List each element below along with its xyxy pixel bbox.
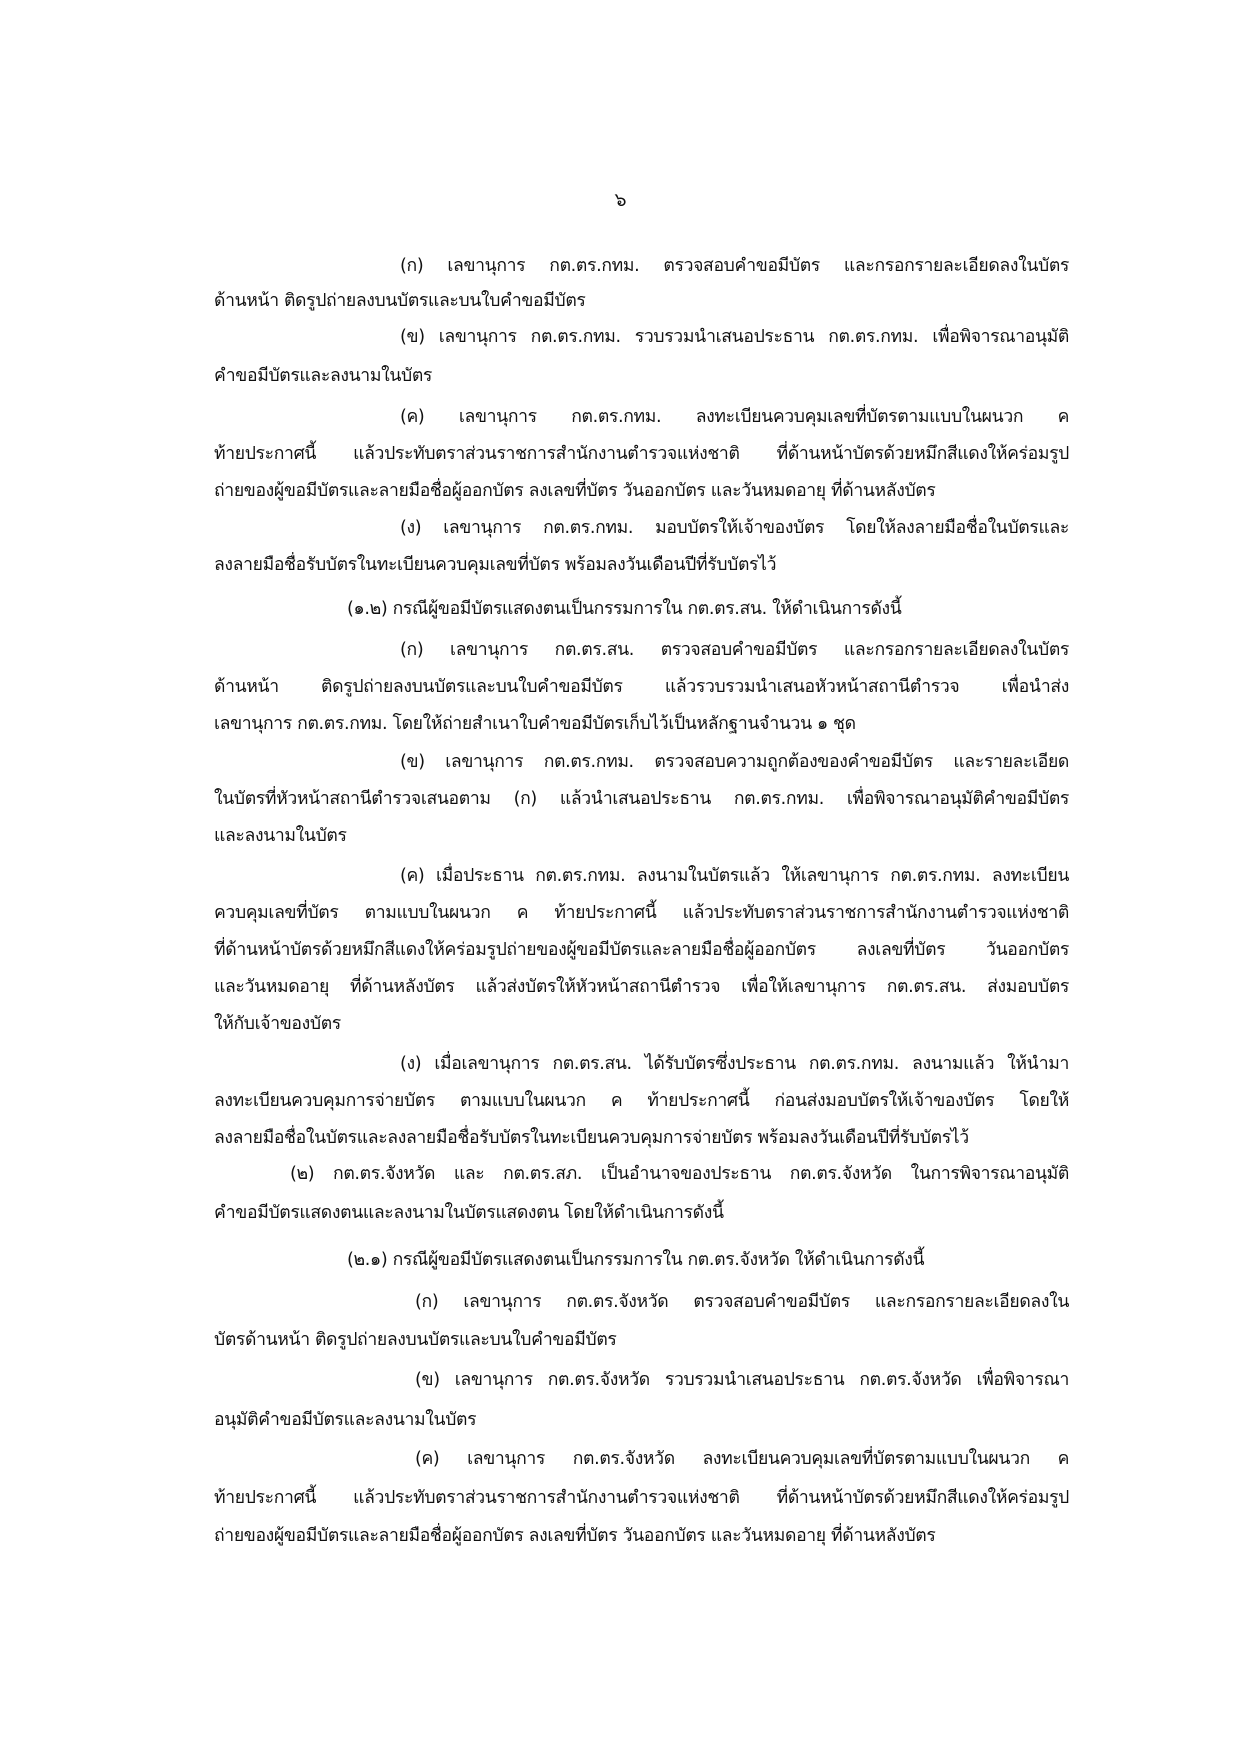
text-line: ท้ายประกาศนี้ แล้วประทับตราส่วนราชการสำนักงานตำรวจแห่งชาติ ที่ด้านหน้าบัตรด้วยหมึกสีแดงให้คร่อมรูป bbox=[214, 444, 1069, 464]
text-line: คำขอมีบัตรและลงนามในบัตร bbox=[214, 366, 432, 386]
text-line: (ก) เลขานุการ กต.ตร.สน. ตรวจสอบคำขอมีบัตร และกรอกรายละเอียดลงในบัตร bbox=[400, 640, 1069, 660]
text-line: (ข) เลขานุการ กต.ตร.กทม. ตรวจสอบความถูกต้องของคำขอมีบัตร และรายละเอียด bbox=[400, 752, 1069, 772]
page-number: ๖ bbox=[614, 189, 627, 211]
text-line: ถ่ายของผู้ขอมีบัตรและลายมือชื่อผู้ออกบัตร ลงเลขที่บัตร วันออกบัตร และวันหมดอายุ ที่ด้านหลังบัตร bbox=[214, 1526, 936, 1546]
text-line: ที่ด้านหน้าบัตรด้วยหมึกสีแดงให้คร่อมรูปถ่ายของผู้ขอมีบัตรและลายมือชื่อผู้ออกบัตร ลงเลขที่บัตร วันออกบัตร bbox=[214, 940, 1069, 960]
text-line: ถ่ายของผู้ขอมีบัตรและลายมือชื่อผู้ออกบัตร ลงเลขที่บัตร วันออกบัตร และวันหมดอายุ ที่ด้านหลังบัตร bbox=[214, 481, 936, 501]
text-line: ด้านหน้า ติดรูปถ่ายลงบนบัตรและบนใบคำขอมีบัตร bbox=[214, 291, 586, 311]
text-line: ท้ายประกาศนี้ แล้วประทับตราส่วนราชการสำนักงานตำรวจแห่งชาติ ที่ด้านหน้าบัตรด้วยหมึกสีแดงให้คร่อมรูป bbox=[214, 1488, 1069, 1508]
text-line: บัตรด้านหน้า ติดรูปถ่ายลงบนบัตรและบนใบคำขอมีบัตร bbox=[214, 1330, 617, 1350]
text-line: ลงทะเบียนควบคุมการจ่ายบัตร ตามแบบในผนวก ค ท้ายประกาศนี้ ก่อนส่งมอบบัตรให้เจ้าของบัตร โดยให้ bbox=[214, 1091, 1069, 1111]
text-line: (ข) เลขานุการ กต.ตร.กทม. รวบรวมนำเสนอประธาน กต.ตร.กทม. เพื่อพิจารณาอนุมัติ bbox=[400, 327, 1069, 347]
text-line: (ค) เลขานุการ กต.ตร.กทม. ลงทะเบียนควบคุมเลขที่บัตรตามแบบในผนวก ค bbox=[400, 407, 1069, 427]
text-line: (ก) เลขานุการ กต.ตร.กทม. ตรวจสอบคำขอมีบัตร และกรอกรายละเอียดลงในบัตร bbox=[400, 256, 1069, 276]
text-line: (ค) เลขานุการ กต.ตร.จังหวัด ลงทะเบียนควบคุมเลขที่บัตรตามแบบในผนวก ค bbox=[415, 1449, 1069, 1469]
text-line: ให้กับเจ้าของบัตร bbox=[214, 1014, 341, 1034]
text-line: (ง) เลขานุการ กต.ตร.กทม. มอบบัตรให้เจ้าของบัตร โดยให้ลงลายมือชื่อในบัตรและ bbox=[400, 518, 1069, 538]
text-line: (ข) เลขานุการ กต.ตร.จังหวัด รวบรวมนำเสนอประธาน กต.ตร.จังหวัด เพื่อพิจารณา bbox=[415, 1370, 1069, 1390]
text-line: ลงลายมือชื่อรับบัตรในทะเบียนควบคุมเลขที่บัตร พร้อมลงวันเดือนปีที่รับบัตรไว้ bbox=[214, 555, 777, 575]
text-line: อนุมัติคำขอมีบัตรและลงนามในบัตร bbox=[214, 1410, 477, 1430]
text-line: ควบคุมเลขที่บัตร ตามแบบในผนวก ค ท้ายประกาศนี้ แล้วประทับตราส่วนราชการสำนักงานตำรวจแห่งชาติ bbox=[214, 903, 1069, 923]
text-line: ในบัตรที่หัวหน้าสถานีตำรวจเสนอตาม (ก) แล้วนำเสนอประธาน กต.ตร.กทม. เพื่อพิจารณาอนุมัติคำขอมีบัตร bbox=[214, 789, 1069, 809]
text-line: คำขอมีบัตรแสดงตนและลงนามในบัตรแสดงตน โดยให้ดำเนินการดังนี้ bbox=[214, 1203, 724, 1223]
text-line: (ค) เมื่อประธาน กต.ตร.กทม. ลงนามในบัตรแล้ว ให้เลขานุการ กต.ตร.กทม. ลงทะเบียน bbox=[400, 866, 1069, 886]
text-line: และลงนามในบัตร bbox=[214, 826, 347, 846]
text-line: เลขานุการ กต.ตร.กทม. โดยให้ถ่ายสำเนาใบคำขอมีบัตรเก็บไว้เป็นหลักฐานจำนวน ๑ ชุด bbox=[214, 714, 856, 734]
text-line: ด้านหน้า ติดรูปถ่ายลงบนบัตรและบนใบคำขอมีบัตร แล้วรวบรวมนำเสนอหัวหน้าสถานีตำรวจ เพื่อนำส่ง bbox=[214, 677, 1069, 697]
text-line: (ง) เมื่อเลขานุการ กต.ตร.สน. ได้รับบัตรซึ่งประธาน กต.ตร.กทม. ลงนามแล้ว ให้นำมา bbox=[400, 1054, 1069, 1074]
text-line: ลงลายมือชื่อในบัตรและลงลายมือชื่อรับบัตรในทะเบียนควบคุมการจ่ายบัตร พร้อมลงวันเดือนปีที่รับบัตรไว้ bbox=[214, 1128, 969, 1148]
text-line: (ก) เลขานุการ กต.ตร.จังหวัด ตรวจสอบคำขอมีบัตร และกรอกรายละเอียดลงใน bbox=[415, 1292, 1069, 1312]
text-line: (๑.๒) กรณีผู้ขอมีบัตรแสดงตนเป็นกรรมการใน กต.ตร.สน. ให้ดำเนินการดังนี้ bbox=[347, 599, 902, 619]
text-line: และวันหมดอายุ ที่ด้านหลังบัตร แล้วส่งบัตรให้หัวหน้าสถานีตำรวจ เพื่อให้เลขานุการ กต.ตร.สน. ส่งมอบบัตร bbox=[214, 977, 1069, 997]
text-line: (๒.๑) กรณีผู้ขอมีบัตรแสดงตนเป็นกรรมการใน กต.ตร.จังหวัด ให้ดำเนินการดังนี้ bbox=[347, 1250, 925, 1270]
text-line: (๒) กต.ตร.จังหวัด และ กต.ตร.สภ. เป็นอำนาจของประธาน กต.ตร.จังหวัด ในการพิจารณาอนุมัติ bbox=[290, 1164, 1069, 1184]
